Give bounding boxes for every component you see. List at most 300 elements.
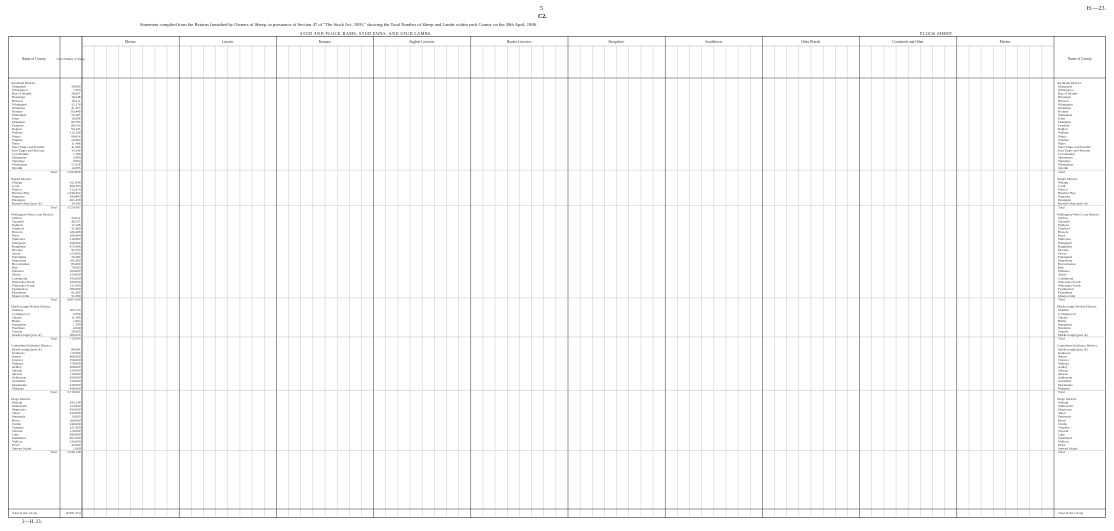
county-name: Akaroa	[12, 372, 22, 377]
county-name: Ohinemuri	[12, 155, 27, 160]
county-total-sheep: 13,000	[71, 414, 81, 419]
district-heading-right: Auckland District.	[1057, 81, 1082, 85]
county-name: Whakatane	[12, 162, 28, 167]
county-name-right: Patea	[1058, 233, 1066, 238]
county-name: Tauranga	[12, 159, 25, 164]
county-name-right: Thames	[1058, 137, 1069, 142]
county-total-sheep: 1,780	[72, 152, 81, 156]
county-total-sheep: 14,083	[71, 166, 81, 171]
county-total-sheep: 345,000	[69, 276, 81, 281]
county-name-right: Clifton	[1058, 215, 1068, 220]
county-total-sheep: 512,414	[69, 187, 81, 192]
county-name: Westland	[12, 325, 25, 330]
county-total-sheep: 299,000	[69, 240, 81, 245]
county-total-sheep: 5,800	[72, 155, 81, 160]
county-total-sheep: 41,375	[71, 105, 81, 110]
county-name: Waipawa	[12, 194, 25, 199]
county-name: Maniototo	[12, 407, 26, 412]
county-name-right: Tuapeka	[1058, 425, 1070, 430]
county-name: Waipara	[12, 361, 24, 366]
county-name-right: Akitio	[1058, 272, 1067, 277]
county-total-sheep: 122,000	[69, 404, 81, 409]
county-name: Lake	[12, 432, 19, 437]
county-name-right: Westland	[1058, 325, 1071, 330]
county-total-sheep: 7,593	[72, 88, 81, 93]
county-name: Kiwitea	[12, 247, 23, 252]
county-name: Oroua	[12, 251, 21, 256]
county-total-sheep: 113,000	[69, 350, 81, 355]
county-name-right: Waipara	[1058, 361, 1070, 366]
county-total-sheep: 166,684	[69, 233, 81, 238]
county-name: Waitotara	[12, 237, 25, 242]
county-name-right: East Taupo and Rotorua	[1058, 148, 1091, 153]
county-total-sheep: 2,040	[72, 325, 81, 330]
district-heading-right: Napier District.	[1057, 176, 1078, 181]
breed-heading: Border Leicester.	[507, 40, 532, 44]
county-name-right: Wairarapa North	[1058, 279, 1081, 284]
colony-total-label-right: Total in the colony	[1058, 511, 1084, 515]
county-total-sheep: 18,211	[71, 98, 81, 103]
county-name-right: Fiord	[1058, 443, 1066, 448]
county-total-sheep: 480,183	[69, 183, 81, 188]
county-name: Southland	[12, 436, 26, 440]
county-name-right: Pahiatua	[1058, 269, 1070, 274]
county-total-sheep: 1,040,450	[67, 191, 81, 196]
county-name-right: Cheviot	[1058, 357, 1069, 362]
county-name: Amuri	[12, 354, 21, 359]
district-total-label: Total	[50, 297, 57, 302]
county-name: Waipa	[12, 134, 21, 139]
county-name-right: West Taupo and Kawhia	[1058, 144, 1091, 149]
flock-sheep-group-heading: FLOCK SHEEP.	[920, 31, 953, 36]
district-heading: Marlborough-Nelson District.	[11, 304, 52, 309]
county-total-sheep: 243,000	[69, 411, 81, 416]
county-total-sheep: 221,000	[69, 425, 81, 430]
county-name-right: Waipawa	[1058, 194, 1071, 199]
county-name-right: Maniototo	[1058, 407, 1072, 412]
colony-total-label: Total in the colony	[12, 511, 38, 515]
county-name-right: Rodney	[1058, 109, 1069, 114]
breed-heading: Other Breeds.	[801, 40, 821, 44]
county-name: Marlborough (part of)	[12, 333, 42, 338]
county-name: Waikato	[12, 130, 24, 135]
county-total-sheep: 16,048	[71, 95, 81, 100]
county-name: Eketahuna	[12, 290, 27, 295]
county-name: Taranaki	[12, 219, 24, 224]
district-total-label: Total	[50, 450, 57, 455]
county-total-sheep: 34,560	[71, 201, 81, 206]
county-name: Pahiatua	[12, 269, 24, 274]
county-name-right: Vincent	[1058, 428, 1069, 433]
county-name-right: Waimate	[1058, 386, 1070, 391]
county-name-right: Eketahuna	[1058, 290, 1073, 295]
county-name-right: Waitotara	[1058, 237, 1071, 242]
county-name: Akitio	[12, 272, 21, 277]
county-name-right: Mauriceville	[1058, 294, 1076, 298]
county-name-right: Wallace	[1058, 439, 1069, 444]
county-total-sheep: 166,000	[69, 418, 81, 423]
county-name: Eden	[12, 116, 19, 121]
county-total-sheep: 219,000	[69, 237, 81, 242]
county-total-sheep: 89,763	[71, 120, 81, 125]
county-total-sheep: 45,000	[71, 443, 81, 448]
county-total-sheep: 99,814	[71, 134, 81, 139]
county-name: Waimea	[12, 308, 23, 313]
county-total-sheep: 316,000	[69, 439, 81, 444]
county-total-sheep: 52,176	[71, 102, 81, 107]
county-name-right: Raglan	[1058, 127, 1068, 132]
county-name: Waikouaiti	[12, 404, 27, 409]
county-total-sheep: 461,458	[69, 198, 81, 203]
district-heading-right: Wellington-West Coast District.	[1057, 212, 1100, 217]
county-total-sheep: 24,800	[71, 137, 81, 142]
county-total-sheep: 83,440	[71, 109, 81, 114]
county-total-sheep: 418,000	[69, 382, 81, 387]
district-total-value: 715,044	[69, 336, 81, 341]
county-name: Raglan	[12, 127, 22, 132]
county-name: Hokianga	[12, 95, 26, 100]
county-name-right: Mackenzie	[1058, 382, 1073, 387]
page-reference: H.—23.	[1086, 6, 1106, 12]
county-total-sheep: 126,400	[69, 230, 81, 235]
county-name: West Taupo and Kawhia	[12, 144, 45, 149]
county-name: Sounds	[12, 329, 22, 334]
county-name-right: Buller	[1058, 318, 1067, 323]
county-name-right: Hawke's Bay (part of)	[1058, 201, 1088, 206]
county-name: Cheviot	[12, 357, 23, 362]
breed-heading: Romney.	[318, 40, 332, 44]
county-total-sheep: 91,050	[71, 247, 81, 252]
county-total-sheep: 176,000	[69, 361, 81, 366]
county-name-right: Stewart Island	[1058, 446, 1078, 451]
county-name-right: Wairoa	[1058, 187, 1068, 192]
county-total-sheep: 611,049	[69, 180, 81, 185]
county-total-sheep: 176,000	[69, 428, 81, 433]
county-name-right: Waikouaiti	[1058, 404, 1073, 409]
county-name: Peninsula	[12, 414, 26, 419]
county-name: Wallace	[12, 439, 23, 444]
county-total-sheep: 1,604	[72, 318, 81, 323]
county-name-right: Whakatane	[1058, 162, 1074, 167]
county-name-right: Manukau	[1058, 120, 1071, 125]
county-name: Bay of Islands	[12, 91, 32, 96]
county-total-sheep: 658,000	[69, 375, 81, 380]
county-total-sheep: 101,000	[69, 258, 81, 263]
county-total-sheep: 20,000	[71, 329, 81, 334]
county-total-sheep: 543,148	[69, 400, 81, 405]
county-total-sheep: 568,456	[69, 333, 81, 338]
county-name: Opotiki	[12, 166, 23, 171]
county-total-sheep: 38,537	[71, 219, 81, 224]
district-total-value: 3,710,951	[67, 389, 81, 394]
district-total-label-right: Total	[1058, 450, 1065, 455]
page-number: 5	[540, 6, 543, 12]
district-heading: Wellington-West Coast District.	[11, 212, 54, 217]
county-name-right: Manawatu	[1058, 258, 1073, 263]
county-name-right: Opotiki	[1058, 166, 1069, 171]
county-name: Hobson	[12, 98, 23, 103]
county-name: Bruce	[12, 418, 21, 423]
county-name-right: Peninsula	[1058, 414, 1072, 419]
county-name-right: Cook	[1058, 183, 1066, 188]
county-total-sheep: 78,000	[71, 265, 81, 270]
county-total-sheep: 51,000	[71, 294, 81, 298]
county-total-sheep: 1,000	[72, 446, 81, 451]
breed-heading: English Leicester.	[409, 40, 436, 44]
county-total-sheep: 83,000	[71, 262, 81, 267]
county-name: Otamatea	[12, 105, 25, 110]
county-total-sheep: 286,000	[69, 286, 81, 291]
county-name-right: Waikato	[1058, 130, 1070, 135]
county-name-right: Wairarapa South	[1058, 283, 1081, 288]
county-name: Clutha	[12, 421, 21, 426]
table-number: C2.	[538, 14, 547, 20]
county-total-sheep: 28,667	[71, 91, 81, 96]
county-total-sheep: 520,000	[69, 368, 81, 373]
county-name: Kaikoura	[12, 350, 25, 355]
sheep-returns-table	[8, 36, 1106, 518]
county-name-right: Waiapu	[1058, 180, 1069, 185]
county-name: Mangonui	[12, 84, 26, 89]
county-name-right: Kaikoura	[1058, 350, 1071, 355]
district-total-label-right: Total	[1058, 205, 1065, 210]
county-name: Buller	[12, 318, 21, 323]
county-total-sheep: 38,000	[71, 84, 81, 89]
district-total-value: 3,724,997	[67, 205, 81, 210]
county-name: Horowhenua	[12, 262, 30, 267]
county-name: Cook	[12, 183, 20, 188]
county-name-right: Hutt	[1058, 265, 1064, 270]
table-frame	[9, 37, 1106, 518]
breed-heading: Shropshire.	[608, 40, 625, 44]
county-name-right: Featherston	[1058, 286, 1074, 291]
county-name-right: Lake	[1058, 432, 1065, 437]
district-total-label: Total	[50, 336, 57, 341]
county-name: Wanganui	[12, 240, 26, 245]
county-name: Geraldine	[12, 379, 26, 384]
county-total-sheep: 318,000	[69, 379, 81, 384]
county-name-right: Kiwitea	[1058, 247, 1069, 252]
county-name-right: Castlepoint	[1058, 276, 1074, 281]
county-name-right: Otamatea	[1058, 105, 1071, 110]
county-total-sheep: 12,168	[71, 223, 81, 227]
district-total-value: 4,097,428	[67, 297, 81, 302]
county-name-right: Ashburton	[1058, 375, 1073, 380]
county-name-right: Piako	[1058, 141, 1066, 146]
county-name-right: Stratford	[1058, 226, 1070, 231]
county-name-right: Taieri	[1058, 411, 1066, 416]
county-name-right: Bay of Islands	[1058, 91, 1078, 96]
county-total-sheep: 81,000	[71, 290, 81, 295]
county-name-right: Oroua	[1058, 251, 1067, 256]
county-name-right: Rangitikei	[1058, 244, 1072, 249]
breed-heading: Merino.	[999, 40, 1012, 44]
district-total-label-right: Total	[1058, 389, 1065, 394]
county-total-sheep: 440,000	[69, 386, 81, 391]
county-name-right: Hobson	[1058, 98, 1069, 103]
county-name: Franklin	[12, 123, 24, 128]
county-total-sheep: 6,094	[72, 159, 81, 164]
county-name-right: Waimea	[1058, 308, 1069, 313]
county-name: Stratford	[12, 226, 24, 231]
page-footnote: 2—H. 23.	[22, 520, 42, 525]
county-name-right: Selwyn	[1058, 368, 1069, 373]
breed-heading: Merino.	[124, 40, 137, 44]
county-name-right: Egmont	[1058, 223, 1069, 227]
county-name-right: Wanganui	[1058, 240, 1072, 245]
district-total-value: 1,043,806	[67, 169, 81, 174]
county-name: Waimate	[12, 386, 24, 391]
county-total-sheep: 11,468	[71, 141, 81, 146]
county-name: Piako	[12, 141, 20, 146]
county-name-right: Bruce	[1058, 418, 1067, 423]
county-name-right: Marlborough (part of)	[1058, 333, 1088, 338]
county-total-sheep: 41,609	[71, 144, 81, 149]
district-total-value: 3,549,148	[67, 450, 81, 455]
county-name-right: Whangaroa	[1058, 88, 1074, 93]
county-name: Whangaroa	[12, 88, 28, 93]
county-name: Hawke's Bay (part of)	[12, 201, 42, 206]
county-name: Tuapeka	[12, 425, 24, 430]
county-name-right: Pohangina	[1058, 254, 1073, 259]
county-name: Rangitikei	[12, 244, 26, 249]
county-total-sheep: 93,445	[71, 127, 81, 132]
county-total-sheep: 14,140	[71, 148, 81, 153]
breed-heading: Lincoln.	[221, 40, 234, 44]
district-total-label: Total	[50, 205, 57, 210]
county-name-right: Ohinemuri	[1058, 155, 1073, 160]
county-name-right: Hawera	[1058, 230, 1069, 235]
county-name-right: Collingwood	[1058, 311, 1076, 316]
county-name: Rodney	[12, 109, 23, 114]
county-name-right: Hokianga	[1058, 95, 1072, 100]
district-heading: Canterbury-Kaikoura District.	[11, 343, 52, 348]
county-name: Stewart Island	[12, 446, 32, 451]
county-total-sheep: 31,800	[71, 226, 81, 231]
county-name-right: Eden	[1058, 116, 1065, 121]
county-name: Wairoa	[12, 187, 22, 192]
county-name: Whangarei	[12, 102, 27, 107]
county-total-sheep: 472,466	[69, 244, 81, 249]
right-name-column-heading: Name of County.	[1067, 57, 1093, 61]
county-total-sheep: 98,484	[71, 347, 81, 352]
county-total-sheep: 74,163	[71, 112, 81, 117]
county-name-right: Patangata	[1058, 198, 1072, 203]
county-name: Patangata	[12, 198, 26, 203]
county-total-sheep: 6,350	[72, 311, 81, 316]
county-total-sheep: 584,883	[69, 194, 81, 199]
county-name-right: Taranaki	[1058, 219, 1070, 224]
district-heading: Napier District.	[11, 176, 32, 181]
county-name: Wairarapa South	[12, 283, 35, 288]
county-name-right: Waipa	[1058, 134, 1067, 139]
table-grid	[8, 36, 1106, 518]
county-name: Coromandel	[12, 152, 29, 156]
county-name: Hawke's Bay	[12, 191, 30, 196]
table-caption: Statement compiled from the Returns furnished by Owners of Sheep, in pursuance of Section 47 of "The Stock Act, 1893," showing the Total Number of Sheep and Lambs within each County on the 30th April, 1906.	[140, 22, 538, 27]
district-heading: Otago District.	[11, 396, 31, 401]
district-total-label-right: Total	[1058, 336, 1065, 341]
county-name-right: Sounds	[1058, 329, 1068, 334]
county-name: Wairarapa North	[12, 279, 35, 284]
district-total-label-right: Total	[1058, 297, 1065, 302]
county-name: Hutt	[12, 265, 18, 270]
county-name: Mauriceville	[12, 294, 30, 298]
county-total-sheep: 10,098	[71, 116, 81, 121]
county-name: Inangahua	[12, 322, 26, 327]
left-name-column-heading: Name of County.	[21, 57, 47, 61]
county-name: Castlepoint	[12, 276, 28, 281]
county-total-sheep: 103,725	[69, 308, 81, 313]
county-name: Ashley	[12, 365, 22, 369]
county-total-sheep: 420,000	[69, 279, 81, 284]
county-name-right: Amuri	[1058, 354, 1067, 359]
county-name-right: Mangonui	[1058, 84, 1072, 89]
county-name: Featherston	[12, 286, 28, 291]
county-name-right: Takaka	[1058, 315, 1068, 320]
county-name-right: Ashley	[1058, 365, 1068, 369]
district-heading: Auckland District.	[11, 81, 36, 85]
county-name-right: Inangahua	[1058, 322, 1072, 327]
breed-heading: Crossbreds and Other.	[892, 40, 925, 44]
county-name: East Taupo and Rotorua	[12, 148, 45, 153]
district-heading-right: Otago District.	[1057, 396, 1077, 401]
county-name: Egmont	[12, 223, 23, 227]
county-name: Ashburton	[12, 375, 27, 380]
county-total-sheep: 208,000	[69, 365, 81, 369]
county-name: Patea	[12, 233, 20, 238]
county-name: Fiord	[12, 443, 20, 448]
county-name: Mackenzie	[12, 382, 27, 387]
county-total-sheep: 356,000	[69, 407, 81, 412]
district-total-label: Total	[50, 169, 57, 174]
total-sheep-column-heading: Total Number of Sheep.	[56, 57, 86, 61]
county-name: Clifton	[12, 215, 22, 220]
county-name-right: Whangarei	[1058, 102, 1073, 107]
county-name-right: Waitemata	[1058, 112, 1073, 117]
district-total-label: Total	[50, 389, 57, 394]
county-name: Hawera	[12, 230, 23, 235]
county-name: Marlborough (part of)	[12, 347, 42, 352]
county-name: Waitemata	[12, 112, 27, 117]
county-name-right: Hawke's Bay	[1058, 191, 1076, 196]
county-name: Collingwood	[12, 311, 30, 316]
county-total-sheep: 123,000	[69, 251, 81, 256]
county-name-right: Franklin	[1058, 123, 1070, 128]
county-name: Waiapu	[12, 180, 23, 185]
county-total-sheep: 57,618	[71, 162, 81, 167]
county-total-sheep: 240,000	[69, 421, 81, 426]
county-name-right: Geraldine	[1058, 379, 1072, 384]
county-total-sheep: 511,000	[69, 283, 81, 288]
county-name-right: Horowhenua	[1058, 262, 1076, 267]
county-total-sheep: 1,700	[72, 322, 81, 327]
county-total-sheep: 406,000	[69, 354, 81, 359]
district-total-label-right: Total	[1058, 169, 1065, 174]
county-total-sheep: 116,000	[69, 372, 81, 377]
county-name-right: Tauranga	[1058, 159, 1071, 164]
county-total-sheep: 24,612	[71, 215, 81, 220]
county-name: Vincent	[12, 428, 23, 433]
county-name-right: Southland	[1058, 436, 1072, 440]
county-total-sheep: 156,000	[69, 357, 81, 362]
county-name: Waitaki	[12, 400, 23, 405]
county-total-sheep: 154,000	[69, 272, 81, 277]
county-total-sheep: 286,000	[69, 432, 81, 437]
district-heading-right: Marlborough-Nelson District.	[1057, 304, 1098, 309]
district-heading-right: Canterbury-Kaikoura District.	[1057, 343, 1098, 348]
county-total-sheep: 821,000	[69, 436, 81, 440]
